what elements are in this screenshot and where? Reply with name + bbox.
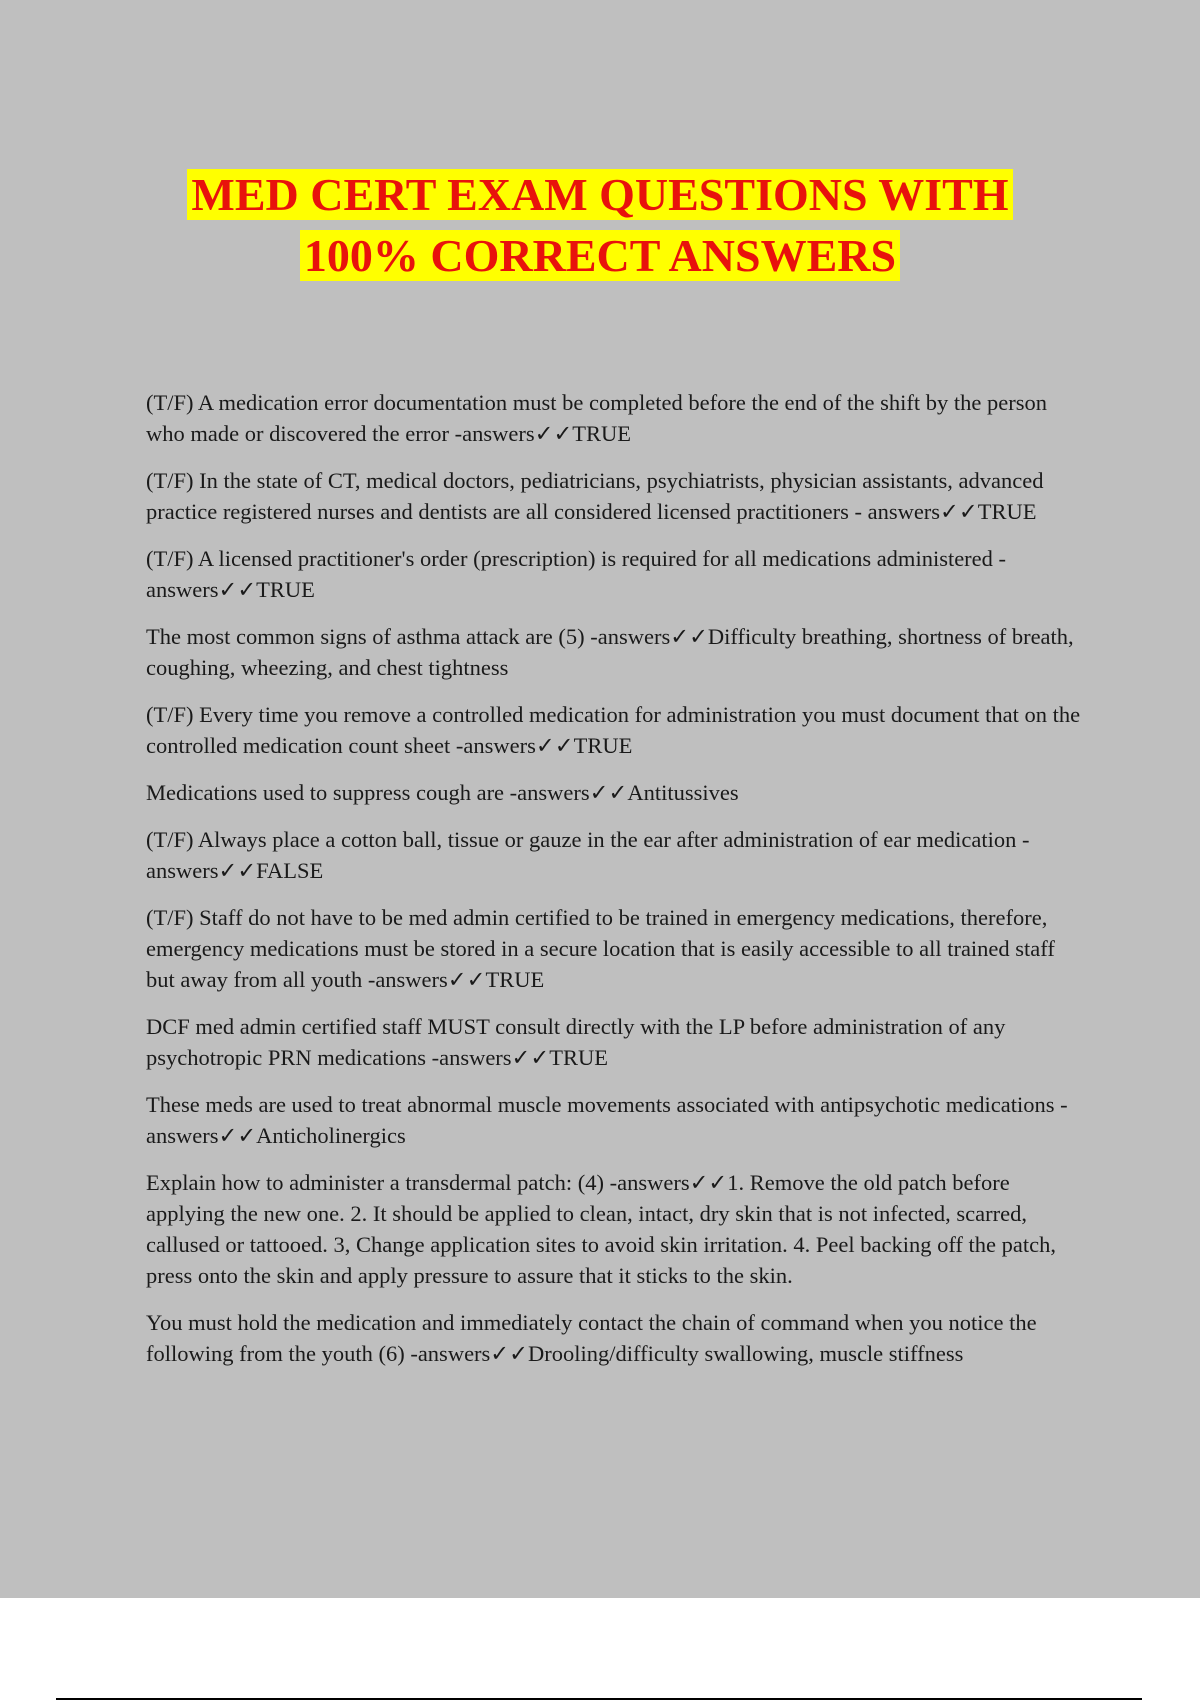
qa-item: (T/F) A licensed practitioner's order (prescription) is required for all medications administered - answers✓✓TRUE [146,546,1007,602]
qa-item: (T/F) Every time you remove a controlled medication for administration you must document that on the controlled medication count sheet -answers✓✓TRUE [146,702,1081,758]
qa-list [146,387,1086,1385]
qa-item: (T/F) A medication error documentation must be completed before the end of the shift by the person who made or discovered the error -answers✓✓TRUE [146,390,1047,446]
qa-item: You must hold the medication and immediately contact the chain of command when you notice the following from the youth (6) -answers✓✓Drooling/difficulty swallowing, muscle stiffness [146,1310,1037,1366]
qa-item: (T/F) Always place a cotton ball, tissue or gauze in the ear after administration of ear medication -answers✓✓FALSE [146,827,1030,883]
qa-item: (T/F) Staff do not have to be med admin certified to be trained in emergency medications, therefore, emergency medications must be stored in a secure location that is easily accessible to all trained staff but away from all youth -answers✓✓TRUE [146,905,1055,992]
title-line-1: MED CERT EXAM QUESTIONS WITH [187,169,1012,220]
qa-item: These meds are used to treat abnormal muscle movements associated with antipsychotic medications -answers✓✓Anticholinergics [146,1092,1068,1148]
qa-item: DCF med admin certified staff MUST consult directly with the LP before administration of any psychotropic PRN medications -answers✓✓TRUE [146,1014,1006,1070]
qa-item: The most common signs of asthma attack are (5) -answers✓✓Difficulty breathing, shortness of breath, coughing, wheezing, and chest tightness [146,624,1074,680]
qa-item: (T/F) In the state of CT, medical doctors, pediatricians, psychiatrists, physician assistants, advanced practice registered nurses and dentists are all considered licensed practitioners - answers✓✓TRUE [146,468,1044,524]
qa-item: Medications used to suppress cough are -answers✓✓Antitussives [146,780,739,805]
title-line-2: 100% CORRECT ANSWERS [300,230,900,281]
qa-item: Explain how to administer a transdermal patch: (4) -answers✓✓1. Remove the old patch before applying the new one. 2. It should be applied to clean, intact, dry skin that is not infected, scarred, callused or tattooed. 3, Change application sites to avoid skin irritation. 4. Peel backing off the patch, press onto the skin and apply pressure to assure that it sticks to the skin. [146,1170,1056,1288]
document-title [0,164,1200,286]
